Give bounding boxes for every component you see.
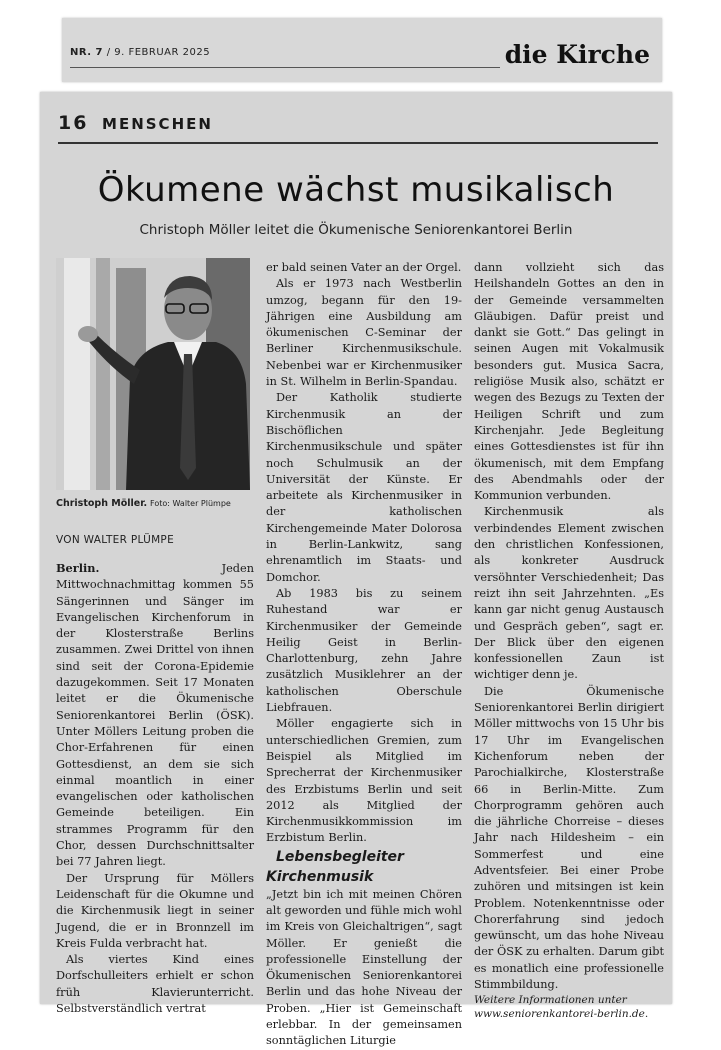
paragraph: Als viertes Kind eines Dorfschulleiters erhielt er schon früh Klavierunterricht. Selbstverständlich vertrat xyxy=(56,953,254,1016)
article-column-3 xyxy=(474,260,664,1021)
dateline: Berlin. xyxy=(56,561,100,575)
paragraph: „Jetzt bin ich mit meinen Chören alt geworden und fühle mich wohl im Kreis von Gleichaltrigen“, sagt Möller. Er genießt die professionelle Einstellung der Ökumenischen Seniorenkantorei Berlin und das hohe Niveau der Proben. „Hier ist Gemeinschaft erlebbar. In der gemeinsamen sonntäglichen Liturgie xyxy=(266,887,462,1048)
paragraph-text: Jeden Mittwochnachmittag kommen 55 Sängerinnen und Sänger im Evangelischen Kirchenforum in der Klosterstraße Berlins zusammen. Zwei Drittel von ihnen sind seit der Corona-Epidemie dazugekommen. Seit 17 Monaten leitet er die Ökumenische Seniorenkantorei Berlin (ÖSK). Unter Möllers Leitung proben die Chor-Erfahrenen für einen Gottesdienst, an dem sie sich einmal moantlich in einer evangelischen oder katholischen Gemeinde beteiligen. Ein strammes Programm für den Chor, dessen Durchschnittsalter bei 77 Jahren liegt. xyxy=(56,562,254,869)
section-name: MENSCHEN xyxy=(102,115,213,133)
headline: Ökumene wächst musikalisch xyxy=(97,170,615,210)
paragraph: Ab 1983 bis zu seinem Ruhestand war er Kirchenmusiker der Gemeinde Heilig Geist in Berlin-Charlottenburg, zehn Jahre zusätzlich Musiklehrer an der katholischen Oberschule Liebfrauen. xyxy=(266,586,462,715)
info-link-text: Weitere Informationen unter www.seniorenkantorei-berlin.de. xyxy=(474,994,649,1021)
paragraph: Der Ursprung für Möllers Leidenschaft für die Okumne und die Kirchenmusik liegt in seiner Jugend, die er in Bronnzell im Kreis Fulda verbracht hat. xyxy=(56,871,254,950)
newspaper-masthead: die Kirche xyxy=(504,40,650,69)
subheadline: Christoph Möller leitet die Ökumenische Seniorenkantorei Berlin xyxy=(139,222,573,238)
paragraph: Der Katholik studierte Kirchenmusik an der Bischöflichen Kirchenmusikschule und später noch Schulmusik an der Universität der Künste. Er arbeitete als Kirchenmusiker in der katholischen Kirchengemeinde Mater Dolorosa in Berlin-Lankwitz, sang ehrenamtlich im Staats- und Domchor. xyxy=(266,391,462,584)
paragraph: dann vollzieht sich das Heilshandeln Gottes an den in der Gemeinde versammelten Gläubigen. Dafür preist und dankt sie Gott.“ Das gelingt in seinen Augen mit Vokalmusik besonders gut. Musica Sacra, religiöse Musik also, schätzt er wegen des Bezugs zu Texten der Heiligen Schrift und zum Kirchenjahr. Jede Begleitung eines Gottesdienstes ist für ihn ökumenisch, mit dem Empfang des Abendmahls oder der Kommunion verbunden. xyxy=(474,261,664,503)
portrait-photo xyxy=(56,258,250,490)
masthead-clipping xyxy=(62,18,662,82)
photo-credit: Foto: Walter Plümpe xyxy=(150,499,231,508)
page-number: 16 xyxy=(58,112,89,134)
article-clipping xyxy=(40,92,672,1048)
issue-date: / 9. FEBRUAR 2025 xyxy=(106,47,211,58)
issue-info xyxy=(70,47,210,58)
article-column-1 xyxy=(56,560,254,1017)
paragraph: Die Ökumenische Seniorenkantorei Berlin dirigiert Möller mittwochs von 15 Uhr bis 17 Uhr im Evangelischen Kichenforum neben der Parochialkirche, Klosterstraße 66 in Berlin-Mitte. Zum Chorprogramm gehören auch die jährliche Chorreise – dieses Jahr nach Hildesheim – ein Sommerfest und eine Adventsfeier. Bei einer Probe zuhören und mitsingen ist kein Problem. Notenkenntnisse oder Chorerfahrung sind jedoch gewünscht, um das hohe Niveau der ÖSK zu erhalten. Darum gibt es monatlich eine professionelle Stimmbildung. xyxy=(474,684,664,992)
paragraph: er bald seinen Vater an der Orgel. xyxy=(266,261,462,274)
issue-number: NR. 7 xyxy=(70,47,103,58)
section-rule xyxy=(58,142,658,144)
paragraph xyxy=(56,560,254,871)
article-column-2 xyxy=(266,260,462,1050)
photo-caption xyxy=(56,498,256,509)
paragraph: Als er 1973 nach Westberlin umzog, begann für den 19-Jährigen eine Ausbildung am ökumenischen C-Seminar der Berliner Kirchenmusikschule. Nebenbei war er Kirchenmusiker in St. Wilhelm in Berlin-Spandau. xyxy=(266,277,462,389)
subhead: Lebensbegleiter Kirchenmusik xyxy=(266,848,404,885)
paragraph: Möller engagierte sich in unterschiedlichen Gremien, zum Beispiel als Mitglied im Sprecherrat der Kirchenmusiker des Erzbistums Berlin und seit 2012 als Mitglied der Kirchenmusikkommission im Erzbistum Berlin. xyxy=(266,717,462,845)
section-header xyxy=(58,112,213,134)
byline: VON WALTER PLÜMPE xyxy=(56,534,175,546)
portrait-illustration xyxy=(56,258,250,490)
masthead-rule xyxy=(70,67,500,68)
caption-name: Christoph Möller. xyxy=(56,498,148,509)
paragraph: Kirchenmusik als verbindendes Element zwischen den christlichen Konfessionen, als konkreter Ausdruck versöhnter Verschiedenheit; Das reizt ihn seit Jahrzehnten. „Es kann gar nicht genug Austausch und Gespräch geben“, sagt er. Der Blick über den eigenen konfessionellen Zaun ist wichtiger denn je. xyxy=(474,505,664,682)
